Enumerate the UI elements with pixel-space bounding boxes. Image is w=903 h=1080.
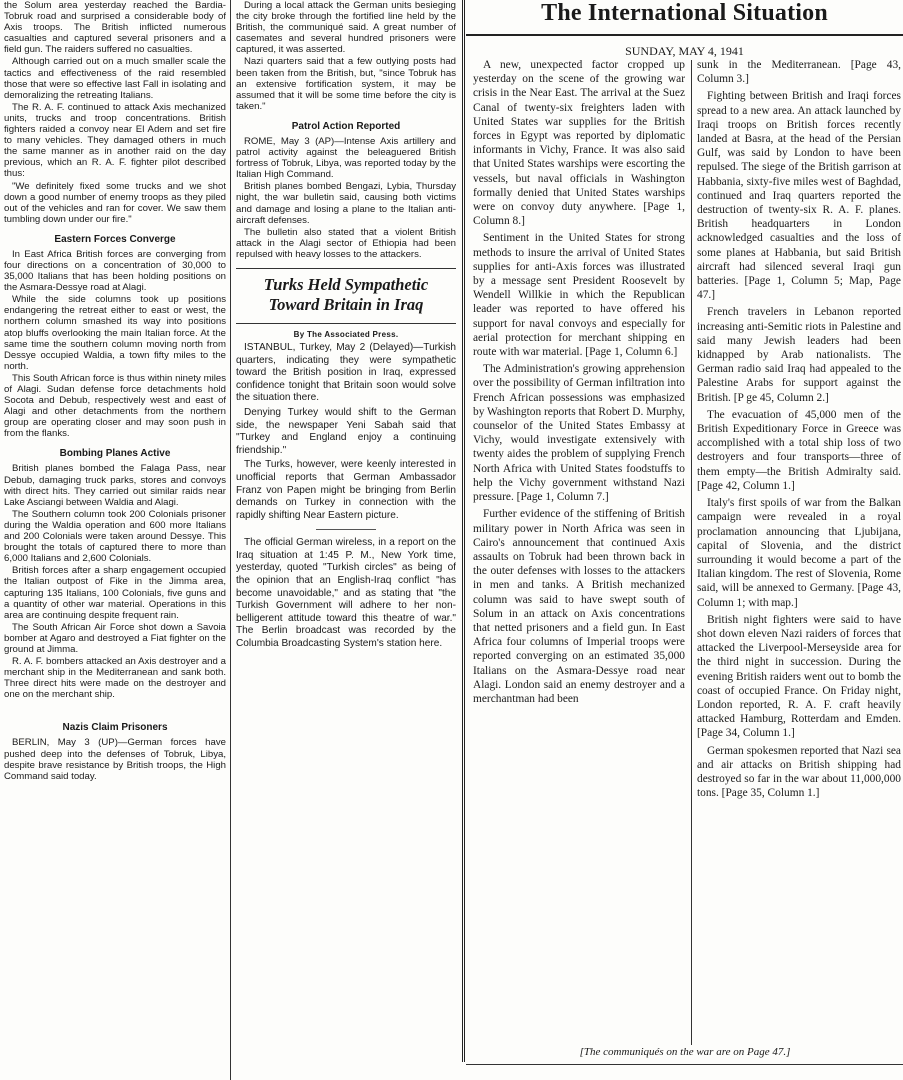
subheading: Patrol Action Reported [291, 120, 401, 132]
summary-paragraph: Fighting between British and Iraqi forces spread to a new area. An attack launched by Iraqi troops on British forces recently landed at Basra, at the head of the Persian Gulf, was said by London to have been repulsed. The siege of the British garrison at Habbania, sixty-five miles west of Baghdad, continued and Iraq quarters reported the destruction of twenty-six R. A. F. planes. British headquarters in London acknowledged casualties and the loss of some planes at Habbania, but said British aircraft had silenced several Iraqi gun batteries. [Page 1, Column 5; Map, Page 47.] [697, 90, 901, 302]
article-paragraph: Denying Turkey would shift to the German side, the newspaper Yeni Sabah said that "Turkey and England enjoy a continuing friendship." [236, 406, 456, 456]
article-paragraph: This South African force is thus within ninety miles of Alagi. Sudan defense force detachments hold Socota and Debub, respectively west and east of Alagi and other detachments from the northern group are operating closer and may soon push in from the flanks. [4, 372, 226, 440]
article-paragraph: "We definitely fixed some trucks and we shot down a good number of enemy troops as they piled out of the vehicles and ran for cover. We saw them tumbling down under our fire." [4, 180, 226, 225]
summary-paragraph: Sentiment in the United States for strong methods to insure the arrival of United States supplies for anti-Axis forces was illustrated by a message sent President Roosevelt by Wendell Willkie in which the Republican leader was reported to have offered his support for naval convoys and especially for aerial protection for merchant shipping en route with war material. [Page 1, Column 6.] [473, 232, 685, 359]
summary-paragraph: Italy's first spoils of war from the Balkan campaign were revealed in a royal proclamation announcing that Ljubijana, capital of Slovenia, and the district surrounding it would become a part of the Italian kingdom. The rest of Slovenia, Rome said, will be annexed to Germany. [Page 43, Column 1; with map.] [697, 497, 901, 609]
footnote: [The communiqués on the war are on Page 47.] [579, 1046, 791, 1058]
column-3 [473, 58, 685, 1043]
summary-paragraph: German spokesmen reported that Nazi sea and air attacks on British shipping had destroyed so far in the war about 11,000,000 tons. [Page 35, Column 1.] [697, 744, 901, 800]
column-2 [236, 0, 456, 1080]
article-paragraph: The official German wireless, in a report on the Iraq situation at 1:45 P. M., New York time, yesterday, quoted "Turkish circles" as being of the opinion that an English-Iraq conflict "has become unavoidable," and as stating that "the Turkish Government will adhere to her non-belligerent attitude toward this theatre of war." The Berlin broadcast was recorded by the Columbia Broadcasting System's station here. [236, 537, 456, 650]
summary-paragraph: Further evidence of the stiffening of British military power in North Africa was seen in Cairo's announcement that continued Axis assaults on Tobruk had been thrown back in the outer defenses with losses to the attackers in men and tanks. A British mechanized column was said to have swept south of Solum in an attack on Axis concentrations that netted prisoners and a field gun. In East Africa four columns of Imperial troops were reported converging on an estimated 35,000 Italians on the Asmara-Dessye road near Alagi. London said an enemy destroyer and a merchantman had been [473, 508, 685, 705]
dateline: SUNDAY, MAY 4, 1941 [625, 44, 744, 58]
feature-title: The International Situation [541, 0, 828, 26]
header-rule [466, 34, 903, 36]
article-paragraph: British planes bombed Bengazi, Lybia, Thursday night, the war bulletin said, causing both victims and damage and losing a plane to the Italian anti-aircraft defenses. [236, 181, 456, 226]
summary-paragraph: British night fighters were said to have shot down eleven Nazi raiders of forces that attacked the Liverpool-Merseyside area for the third night in succession. During the evening British raiders went out to bomb the coast of occupied France. On Friday night, London reported, R. A. F. craft heavily attacked Hamburg, Rotterdam and Emden. [Page 34, Column 1.] [697, 613, 901, 740]
article-paragraph: In East Africa British forces are converging from four directions on a concentration of 30,000 to 35,000 Italians that has been holding positions on the Asmara-Dessye road at Alagi. [4, 248, 226, 294]
footer-rule [466, 1064, 903, 1065]
article-paragraph: Nazi quarters said that a few outlying posts had been taken from the British, but, "since Tobruk has an extensive fortification system, it may be assumed that it will be some time before the city is taken." [236, 56, 456, 112]
byline: By The Associated Press. [293, 329, 399, 339]
article-paragraph: The Turks, however, were keenly interested in unofficial reports that German Ambassador Franz von Papen might be bringing from Berlin demands on Turkey in connection with the rapidly shifting Near Eastern picture. [236, 459, 456, 521]
column-divider [230, 0, 231, 1080]
headline-box [236, 268, 456, 324]
section-divider [462, 0, 465, 1062]
section-rule [316, 529, 376, 530]
subheading: Eastern Forces Converge [54, 233, 176, 245]
article-paragraph: the Solum area yesterday reached the Bardia-Tobruk road and surprised a considerable body of Axis troops. The British inflicted numerous casualties and captured several prisoners and a field gun. The raiders suffered no casualties. [4, 0, 226, 56]
article-paragraph: ROME, May 3 (AP)—Intense Axis artillery and patrol activity against the beleaguered British fortress of Tobruk, Libya, was reported today by the Italian High Command. [236, 135, 456, 181]
article-paragraph: Although carried out on a much smaller scale the tactics and effectiveness of the raid resembled those that were so effective last Fall in isolating and demoralizing the retreating Italians. [4, 56, 226, 101]
article-paragraph: R. A. F. bombers attacked an Axis destroyer and a merchant ship in the Mediterranean and sank both. Three direct hits were made on the destroyer and one on the merchant ship. [4, 656, 226, 701]
subheading: Bombing Planes Active [59, 448, 171, 460]
article-paragraph: BERLIN, May 3 (UP)—German forces have pushed deep into the defenses of Tobruk, Libya, despite brave resistance by British troops, the High Command said today. [4, 737, 226, 782]
article-paragraph: While the side columns took up positions endangering the retreat either to east or west, the northern column smashed its way into positions atop bluffs overlooking the main Italian force. At the same time the southern column moving north from Dessye occupied Waldia, a town fifty miles to the north. [4, 294, 226, 372]
article-paragraph: The bulletin also stated that a violent British attack in the Alagi sector of Ethiopia had been repulsed with heavy losses to the attackers. [236, 226, 456, 260]
subheading: Nazis Claim Prisoners [62, 722, 168, 734]
summary-paragraph: A new, unexpected factor cropped up yesterday on the scene of the growing war crisis in the Near East. The arrival at the Suez Canal of twenty-six freighters laden with United States war supplies for the British forces in Egypt was reported by diplomatic informants in Vichy, France. It was also said that United States warships were escorting the vessels, but naval officials in Washington formally denied that United States warships were on convoy duty anywhere. [Page 1, Column 8.] [473, 59, 685, 228]
column-1 [4, 0, 226, 1080]
summary-paragraph: The evacuation of 45,000 men of the British Expeditionary Force in Greece was accomplished with a total ship loss of two destroyers and four transports—three of them empty—the British Admiralty said. [Page 42, Column 1.] [697, 408, 901, 492]
headline-line-1: Turks Held Sympathetic [263, 274, 429, 294]
feature-header [466, 0, 903, 26]
article-paragraph: The South African Air Force shot down a Savoia bomber at Agaro and destroyed a Fiat fighter on the ground at Jimma. [4, 621, 226, 655]
column-divider [691, 60, 692, 1045]
summary-paragraph: sunk in the Mediterranean. [Page 43, Column 3.] [697, 59, 901, 86]
summary-paragraph: The Administration's growing apprehension over the possibility of German infiltration into French African possessions was emphasized by Washington reports that Robert D. Murphy, counselor of the United States Embassy at Vichy, would investigate extensively with twenty aides the problem of supplying French North Africa with United States foodstuffs to help the Vichy government withstand Nazi pressure. [Page 1, Column 7.] [473, 363, 685, 504]
article-paragraph: British planes bombed the Falaga Pass, near Debub, damaging truck parks, stores and convoys with direct hits. They carried out similar raids near Lake Asciangi between Waldia and Alagi. [4, 463, 226, 508]
headline-line-2: Toward Britain in Iraq [268, 294, 424, 314]
article-paragraph: The R. A. F. continued to attack Axis mechanized units, trucks and troop concentrations. British fighters raided a convoy near El Adem and set fire to many vehicles. They damaged others in much the same manner as in another raid on the day previous, which an R. A. F. fighter pilot described thus: [4, 101, 226, 180]
column-4 [697, 58, 901, 1043]
article-paragraph: The Southern column took 200 Colonials prisoner during the Waldia operation and 600 more Italians and 200 Colonials were taken around Dessye. This brought the totals of captured there to more than 6,000 Italians and 2,600 Colonials. [4, 508, 226, 565]
summary-paragraph: French travelers in Lebanon reported increasing anti-Semitic riots in Palestine and said many Jewish leaders had been kidnapped by Arab nationalists. The German radio said Iraq had appealed to the Palestine Arabs for support against the British. [P ge 45, Column 2.] [697, 306, 901, 404]
article-paragraph: During a local attack the German units besieging the city broke through the fortified line held by the British, the communiqué said. A great number of casemates and several hundred prisoners were captured, it was asserted. [236, 0, 456, 56]
article-paragraph: ISTANBUL, Turkey, May 2 (Delayed)—Turkish quarters, indicating they were sympathetic toward the British position in Iraq, expressed confidence tonight that Britain soon would solve the situation there. [236, 341, 456, 404]
article-paragraph: British forces after a sharp engagement occupied the Italian outpost of Fike in the Jimma area, capturing 135 Italians, 100 Colonials, five guns and a quantity of other war material. Operations in this area are continuing despite frequent rain. [4, 565, 226, 621]
